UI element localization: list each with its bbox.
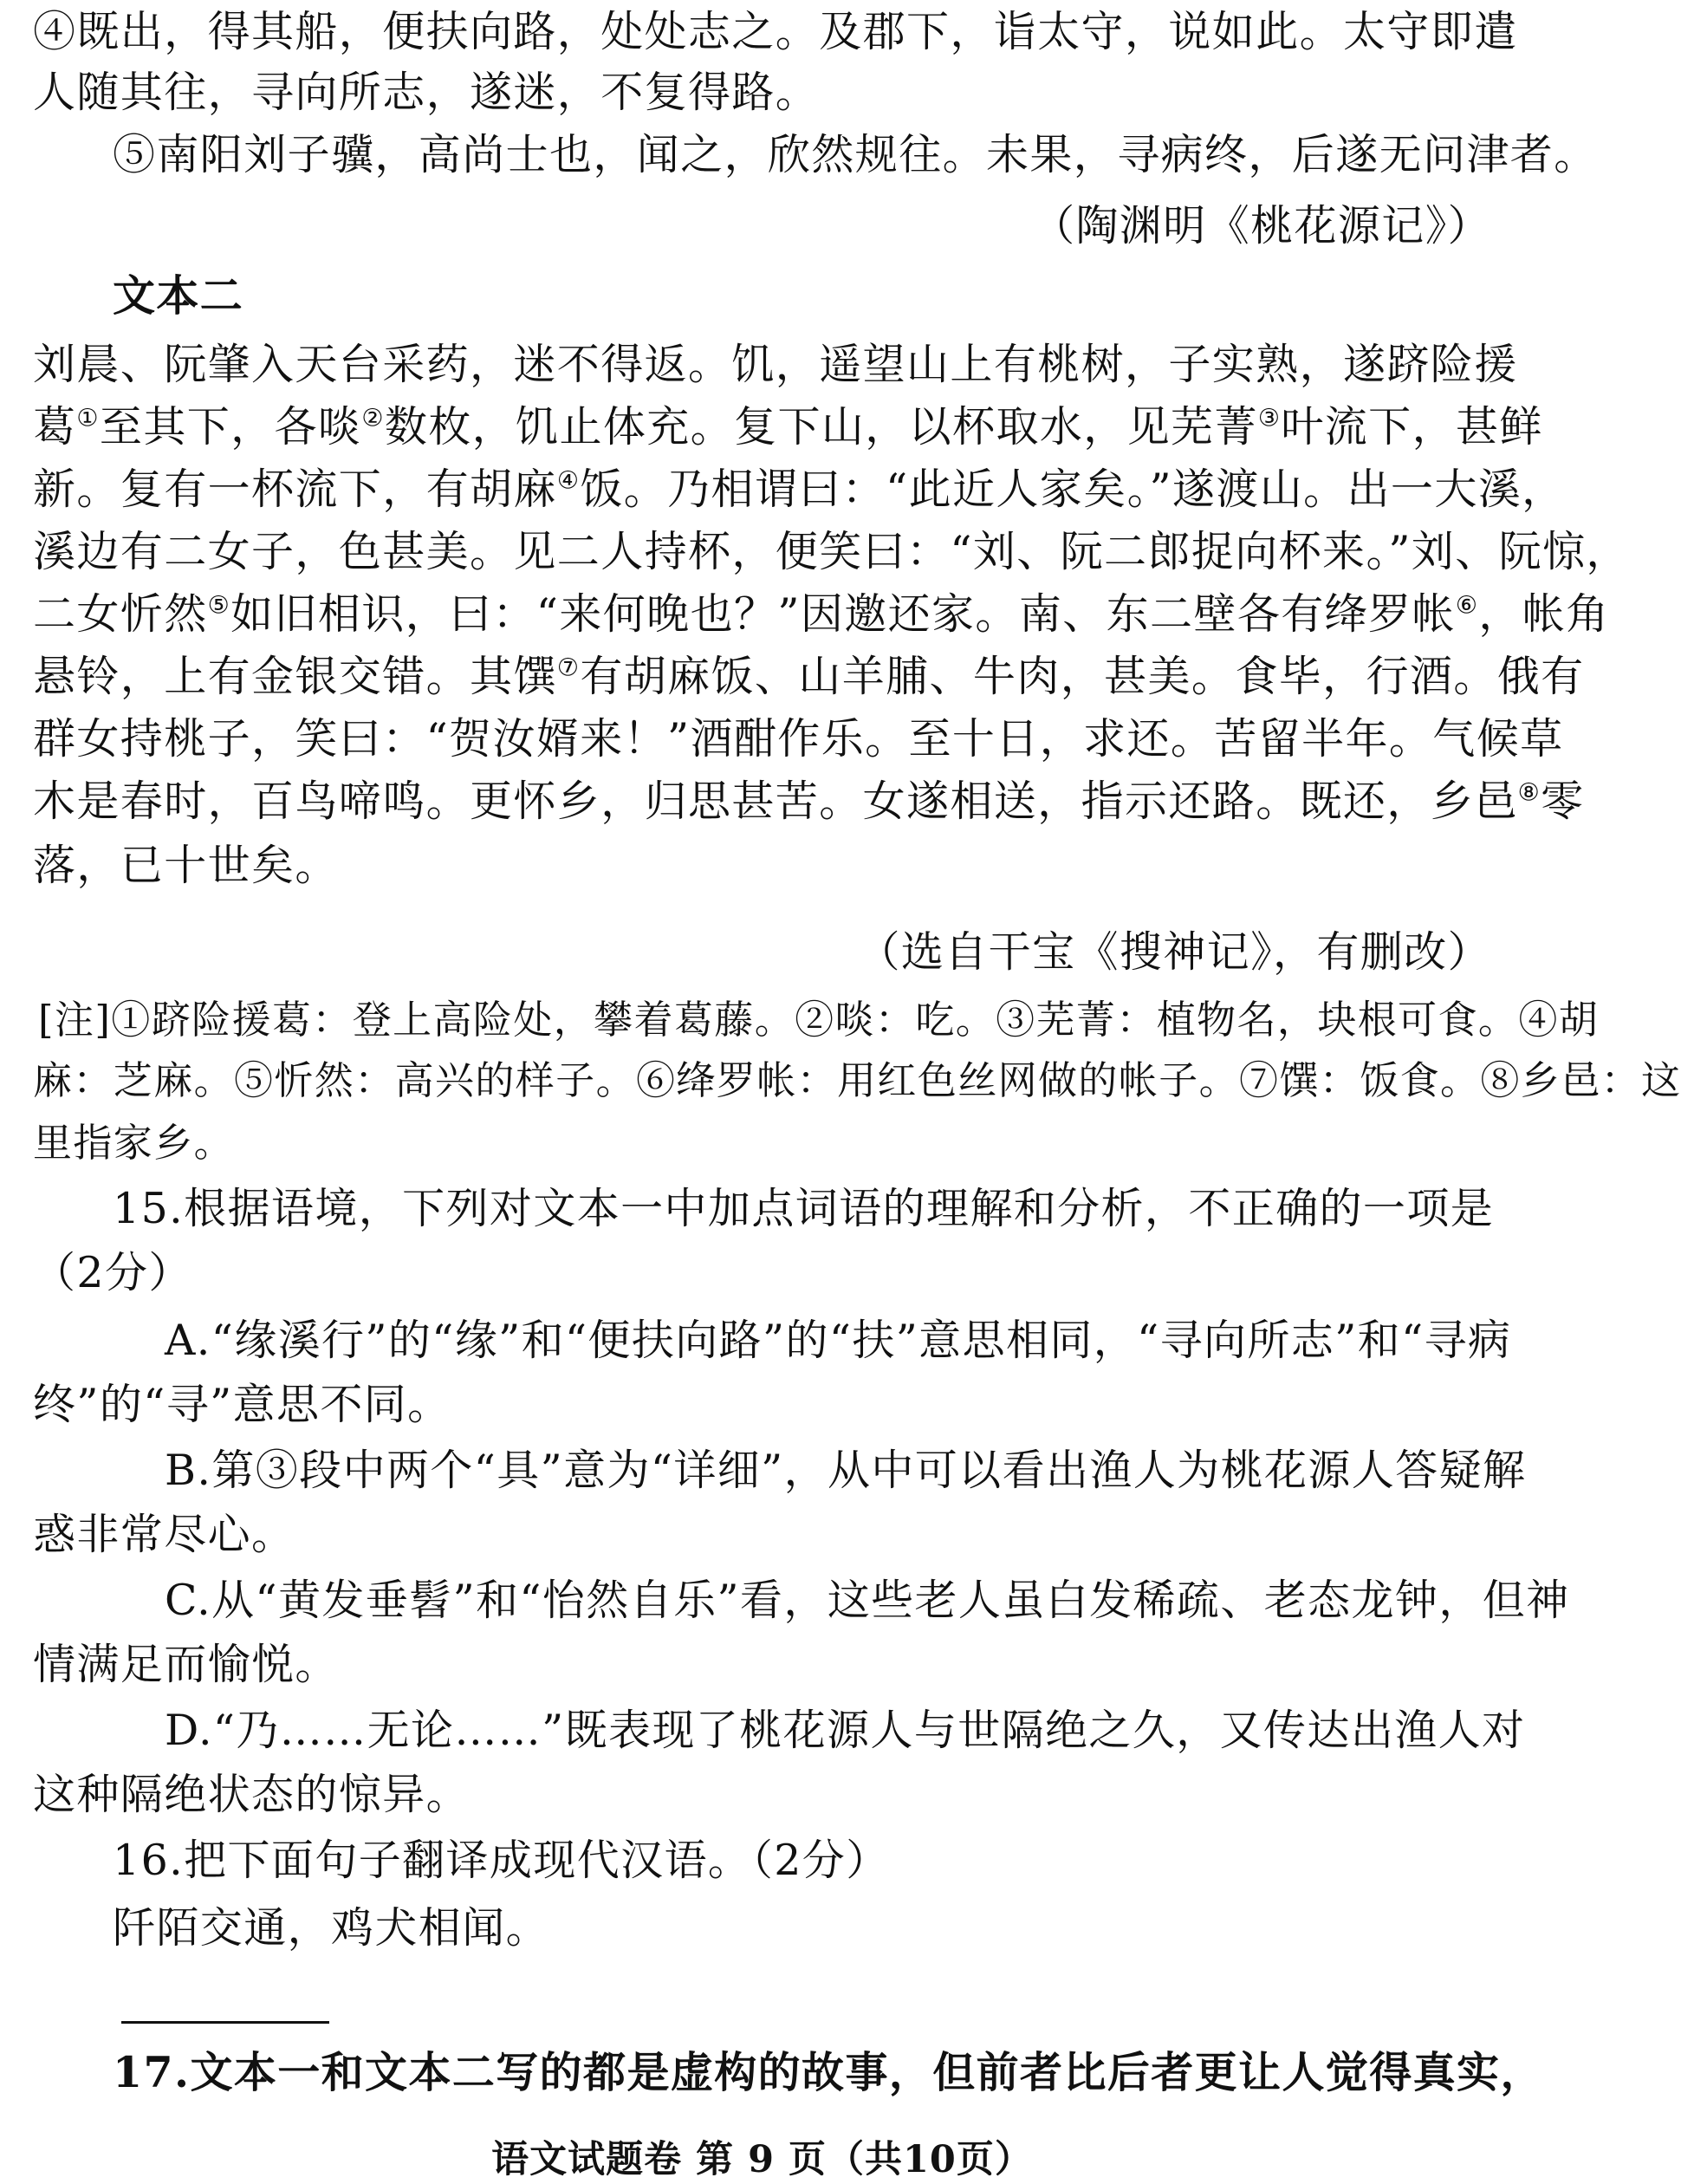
text1-p4-line2: 人随其往，寻向所志，遂迷，不复得路。 [33,68,820,117]
notes-line-3: 里指家乡。 [33,1120,235,1166]
footnote-marker: ⑥ [1455,590,1479,620]
text2-line-4 [33,527,1630,577]
q15-stem-line1 [113,1184,1495,1234]
q16-stem: 16.把下面句子翻译成现代汉语。（2分） [113,1836,890,1885]
text2-segment: 群女持桃子，笑曰：“贺汝婿来！”酒酣作乐。至十日，求还。苦留半年。气候草 [33,714,1564,764]
footnote-marker: ⑧ [1517,777,1541,807]
text2-heading: 文本二 [113,270,244,321]
text2-segment: 新。复有一杯流下，有胡麻 [33,465,557,514]
text2-line-8 [33,777,1585,827]
text2-source: （选自干宝《搜神记》，有删改） [857,927,1491,977]
q15-option-a-line2: 终”的“寻”意思不同。 [33,1380,451,1429]
text1-p4-line1: ④既出，得其船，便扶向路，处处志之。及郡下，诣太守，说如此。太守即遣 [33,7,1518,56]
footnote-marker: ③ [1257,403,1282,432]
text2-segment: 零 [1541,777,1585,826]
text2-segment: 有胡麻饭、山羊脯、牛肉，甚美。食毕，行酒。俄有 [580,652,1585,701]
notes-line-1: [注]①跻险援葛：登上高险处，攀着葛藤。②啖：吃。③芜菁：植物名，块根可食。④胡 [38,997,1600,1043]
text2-segment: 饭。乃相谓曰：“此近人家矣。”遂渡山。出一大溪， [580,465,1566,514]
footnote-marker: ② [361,403,385,432]
text2-line-3 [33,465,1566,515]
text2-segment: 葛 [33,402,77,452]
text2-segment: 叶流下，甚鲜 [1281,402,1543,452]
text2-segment: ，帐角 [1478,589,1610,639]
text2-line-5 [33,589,1610,640]
text1-p5-line1: ⑤南阳刘子骥，高尚士也，闻之，欣然规往。未果，寻病终，后遂无问津者。 [113,130,1598,179]
text2-segment: 如旧相识，曰：“来何晚也？”因邀还家。南、东二壁各有绛罗帐 [230,589,1456,639]
text1-source: （陶渊明《桃花源记》） [1032,201,1491,250]
answer-line[interactable] [121,2021,329,2024]
text2-segment: 悬铃，上有金银交错。其馔 [33,652,557,701]
q15-option-c-line1: C.从“黄发垂髫”和“怡然自乐”看，这些老人虽白发稀疏、老态龙钟，但神 [165,1576,1570,1625]
footnote-marker: ① [76,403,100,432]
q15-option-b-line2: 惑非常尽心。 [33,1510,295,1559]
footnote-marker: ⑤ [207,590,231,620]
footnote-marker: ⑦ [556,653,581,682]
text2-segment: 落，已十世矣。 [33,841,339,890]
q15-option-c-line2: 情满足而愉悦。 [33,1640,339,1689]
notes-line-2: 麻：芝麻。⑤忻然：高兴的样子。⑥绛罗帐：用红色丝网做的帐子。⑦馔：饭食。⑧乡邑：这 [33,1057,1681,1103]
text2-segment: 数枚，饥止体充。复下山，以杯取水，见芜菁 [384,402,1258,452]
footnote-marker: ④ [556,465,581,495]
text2-line-9 [33,841,1491,891]
q15-option-b-line1: B.第③段中两个“具”意为“详细”，从中可以看出渔人为桃花源人答疑解 [165,1446,1527,1495]
page-footer: 语文试题卷 第 9 页（共10页） [491,2138,1033,2181]
text2-segment: 刘晨、阮肇入天台采药，迷不得返。饥，遥望山上有桃树，子实熟，遂跻险援 [33,340,1518,389]
text2-segment: 至其下，各啖 [99,402,362,452]
text2-segment: 木是春时，百鸟啼鸣。更怀乡，归思甚苦。女遂相送，指示还路。既还，乡邑 [33,777,1518,826]
q15-option-a-line1: A.“缘溪行”的“缘”和“便扶向路”的“扶”意思相同，“寻向所志”和“寻病 [165,1316,1512,1365]
q15-option-d-line2: 这种隔绝状态的惊异。 [33,1770,471,1819]
text2-line-6 [33,652,1585,702]
text2-segment: 二女忻然 [33,589,208,639]
text2-line-7 [33,714,1564,764]
text2-line-2 [33,402,1543,452]
q15-stem-line2: （2分） [33,1248,192,1297]
text2-segment: 溪边有二女子，色甚美。见二人持杯，便笑曰：“刘、阮二郎捉向杯来。”刘、阮惊， [33,527,1630,576]
q17-stem: 17.文本一和文本二写的都是虚构的故事，但前者比后者更让人觉得真实， [113,2047,1544,2097]
q15-stem-text: 15.根据语境，下列对文本一中加点词语的理解和分析，不正确的一项是 [113,1184,1495,1233]
q15-option-d-line1: D.“乃……无论……”既表现了桃花源人与世隔绝之久，又传达出渔人对 [165,1706,1526,1755]
text2-line-1 [33,340,1518,390]
q16-sentence: 阡陌交通，鸡犬相闻。 [113,1903,550,1953]
